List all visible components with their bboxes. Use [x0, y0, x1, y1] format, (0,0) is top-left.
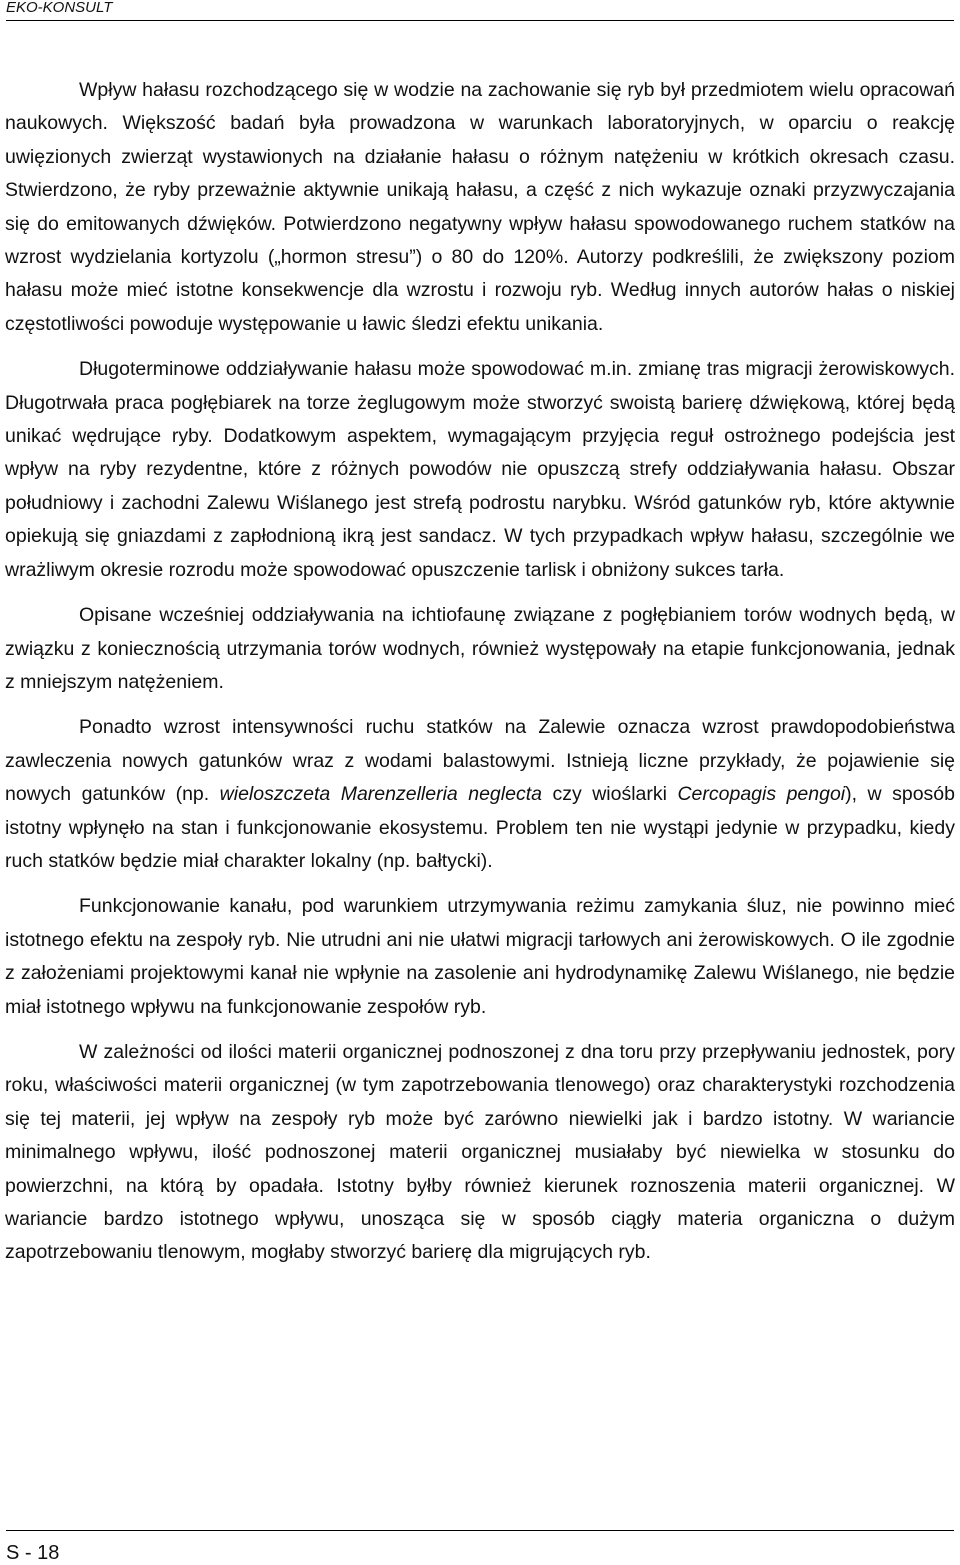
paragraph-operation-phase: Opisane wcześniej oddziaływania na ichtiofaunę związane z pogłębianiem torów wodnych będą, w związku z koniecznością utrzymania torów wodnych, również występowały na etapie funkcjonowania, jednak z mniejszym natężeniem.	[5, 604, 955, 693]
footer-divider	[6, 1530, 954, 1531]
paragraph-canal-function: Funkcjonowanie kanału, pod warunkiem utrzymywania reżimu zamykania śluz, nie powinno mieć istotnego efektu na zespoły ryb. Nie utrudni ani nie ułatwi migracji tarłowych ani żerowiskowych. O ile zgodnie z założeniami projektowymi kanał nie wpłynie na zasolenie ani hydrodynamikę Zalewu Wiślanego, nie będzie miał istotnego wpływu na funkcjonowanie zespołów ryb.	[5, 895, 955, 1018]
paragraph-noise-fish-behaviour: Wpływ hałasu rozchodzącego się w wodzie na zachowanie się ryb był przedmiotem wielu opracowań naukowych. Większość badań była prowadzona w warunkach laboratoryjnych, w oparciu o reakcję uwięzionych zwierząt wystawionych na działanie hałasu o różnym natężeniu w krótkich okresach czasu. Stwierdzono, że ryby przeważnie aktywnie unikają hałasu, a część z nich wykazuje oznaki przyzwyczajania się do emitowanych dźwięków. Potwierdzono negatywny wpływ hałasu spowodowanego ruchem statków na wzrost wydzielania kortyzolu („hormon stresu”) o 80 do 120%. Autorzy podkreślili, że zwiększony poziom hałasu może mieć istotne konsekwencje dla wzrostu i rozwoju ryb. Według innych autorów hałas o niskiej częstotliwości powoduje występowanie u ławic śledzi efektu unikania.	[5, 79, 955, 335]
page-header	[6, 0, 954, 21]
text-segment: Ponadto wzrost intensywności ruchu statków na Zalewie oznacza wzrost prawdopodobieństwa zawleczenia nowych gatunków wraz z wodami balastowymi. Istnieją liczne przykłady, że pojawienie się nowych gatunków (np.	[5, 716, 955, 806]
text-segment: ), w sposób istotny wpłynęło na stan i funkcjonowanie ekosystemu. Problem ten nie wystąpi jedynie w przypadku, kiedy ruch statków będzie miał charakter lokalny (np. bałtycki).	[5, 783, 955, 872]
text-segment: czy wioślarki	[541, 783, 678, 806]
paragraph-long-term-impact: Długoterminowe oddziaływanie hałasu może spowodować m.in. zmianę tras migracji żerowiskowych. Długotrwała praca pogłębiarek na torze żeglugowym może stworzyć swoistą barierę dźwiękową, której będą unikać wędrujące ryby. Dodatkowym aspektem, wymagającym przyjęcia reguł ostrożnego podejścia jest wpływ na ryby rezydentne, które z różnych powodów nie opuszczą strefy oddziaływania hałasu. Obszar południowy i zachodni Zalewu Wiślanego jest strefą podrostu narybku. Wśród gatunków ryb, które aktywnie opiekują się gniazdami z zapłodnioną ikrą jest sandacz. W tych przypadkach wpływ hałasu, szczególnie we wrażliwym okresie rozrodu może spowodować opuszczenie tarlisk i obniżony sukces tarła.	[5, 358, 955, 581]
paragraph-organic-matter: W zależności od ilości materii organicznej podnoszonej z dna toru przy przepływaniu jednostek, pory roku, właściwości materii organicznej (w tym zapotrzebowania tlenowego) oraz charakterystyki rozchodzenia się tej materii, jej wpływ na zespoły ryb może być zarówno niewielki jak i bardzo istotny. W wariancie minimalnego wpływu, ilość podnoszonej materii organicznej musiałaby być niewielka w stosunku do powierzchni, na którą by opadała. Istotny byłby również kierunek roznoszenia materii organicznej. W wariancie bardzo istotnego wpływu, unosząca się w sposób ciągły materia organiczna o dużym zapotrzebowaniu tlenowym, mogłaby stworzyć barierę dla migrujących ryb.	[5, 1040, 955, 1264]
paragraph-invasive-species	[5, 711, 955, 878]
species-name-italic: wieloszczeta Marenzelleria neglecta	[219, 783, 542, 806]
species-name-italic: Cercopagis pengoi	[677, 783, 846, 806]
page-number: S - 18	[6, 1542, 60, 1564]
document-body	[5, 74, 955, 1270]
header-title: EKO-KONSULT	[6, 0, 113, 16]
